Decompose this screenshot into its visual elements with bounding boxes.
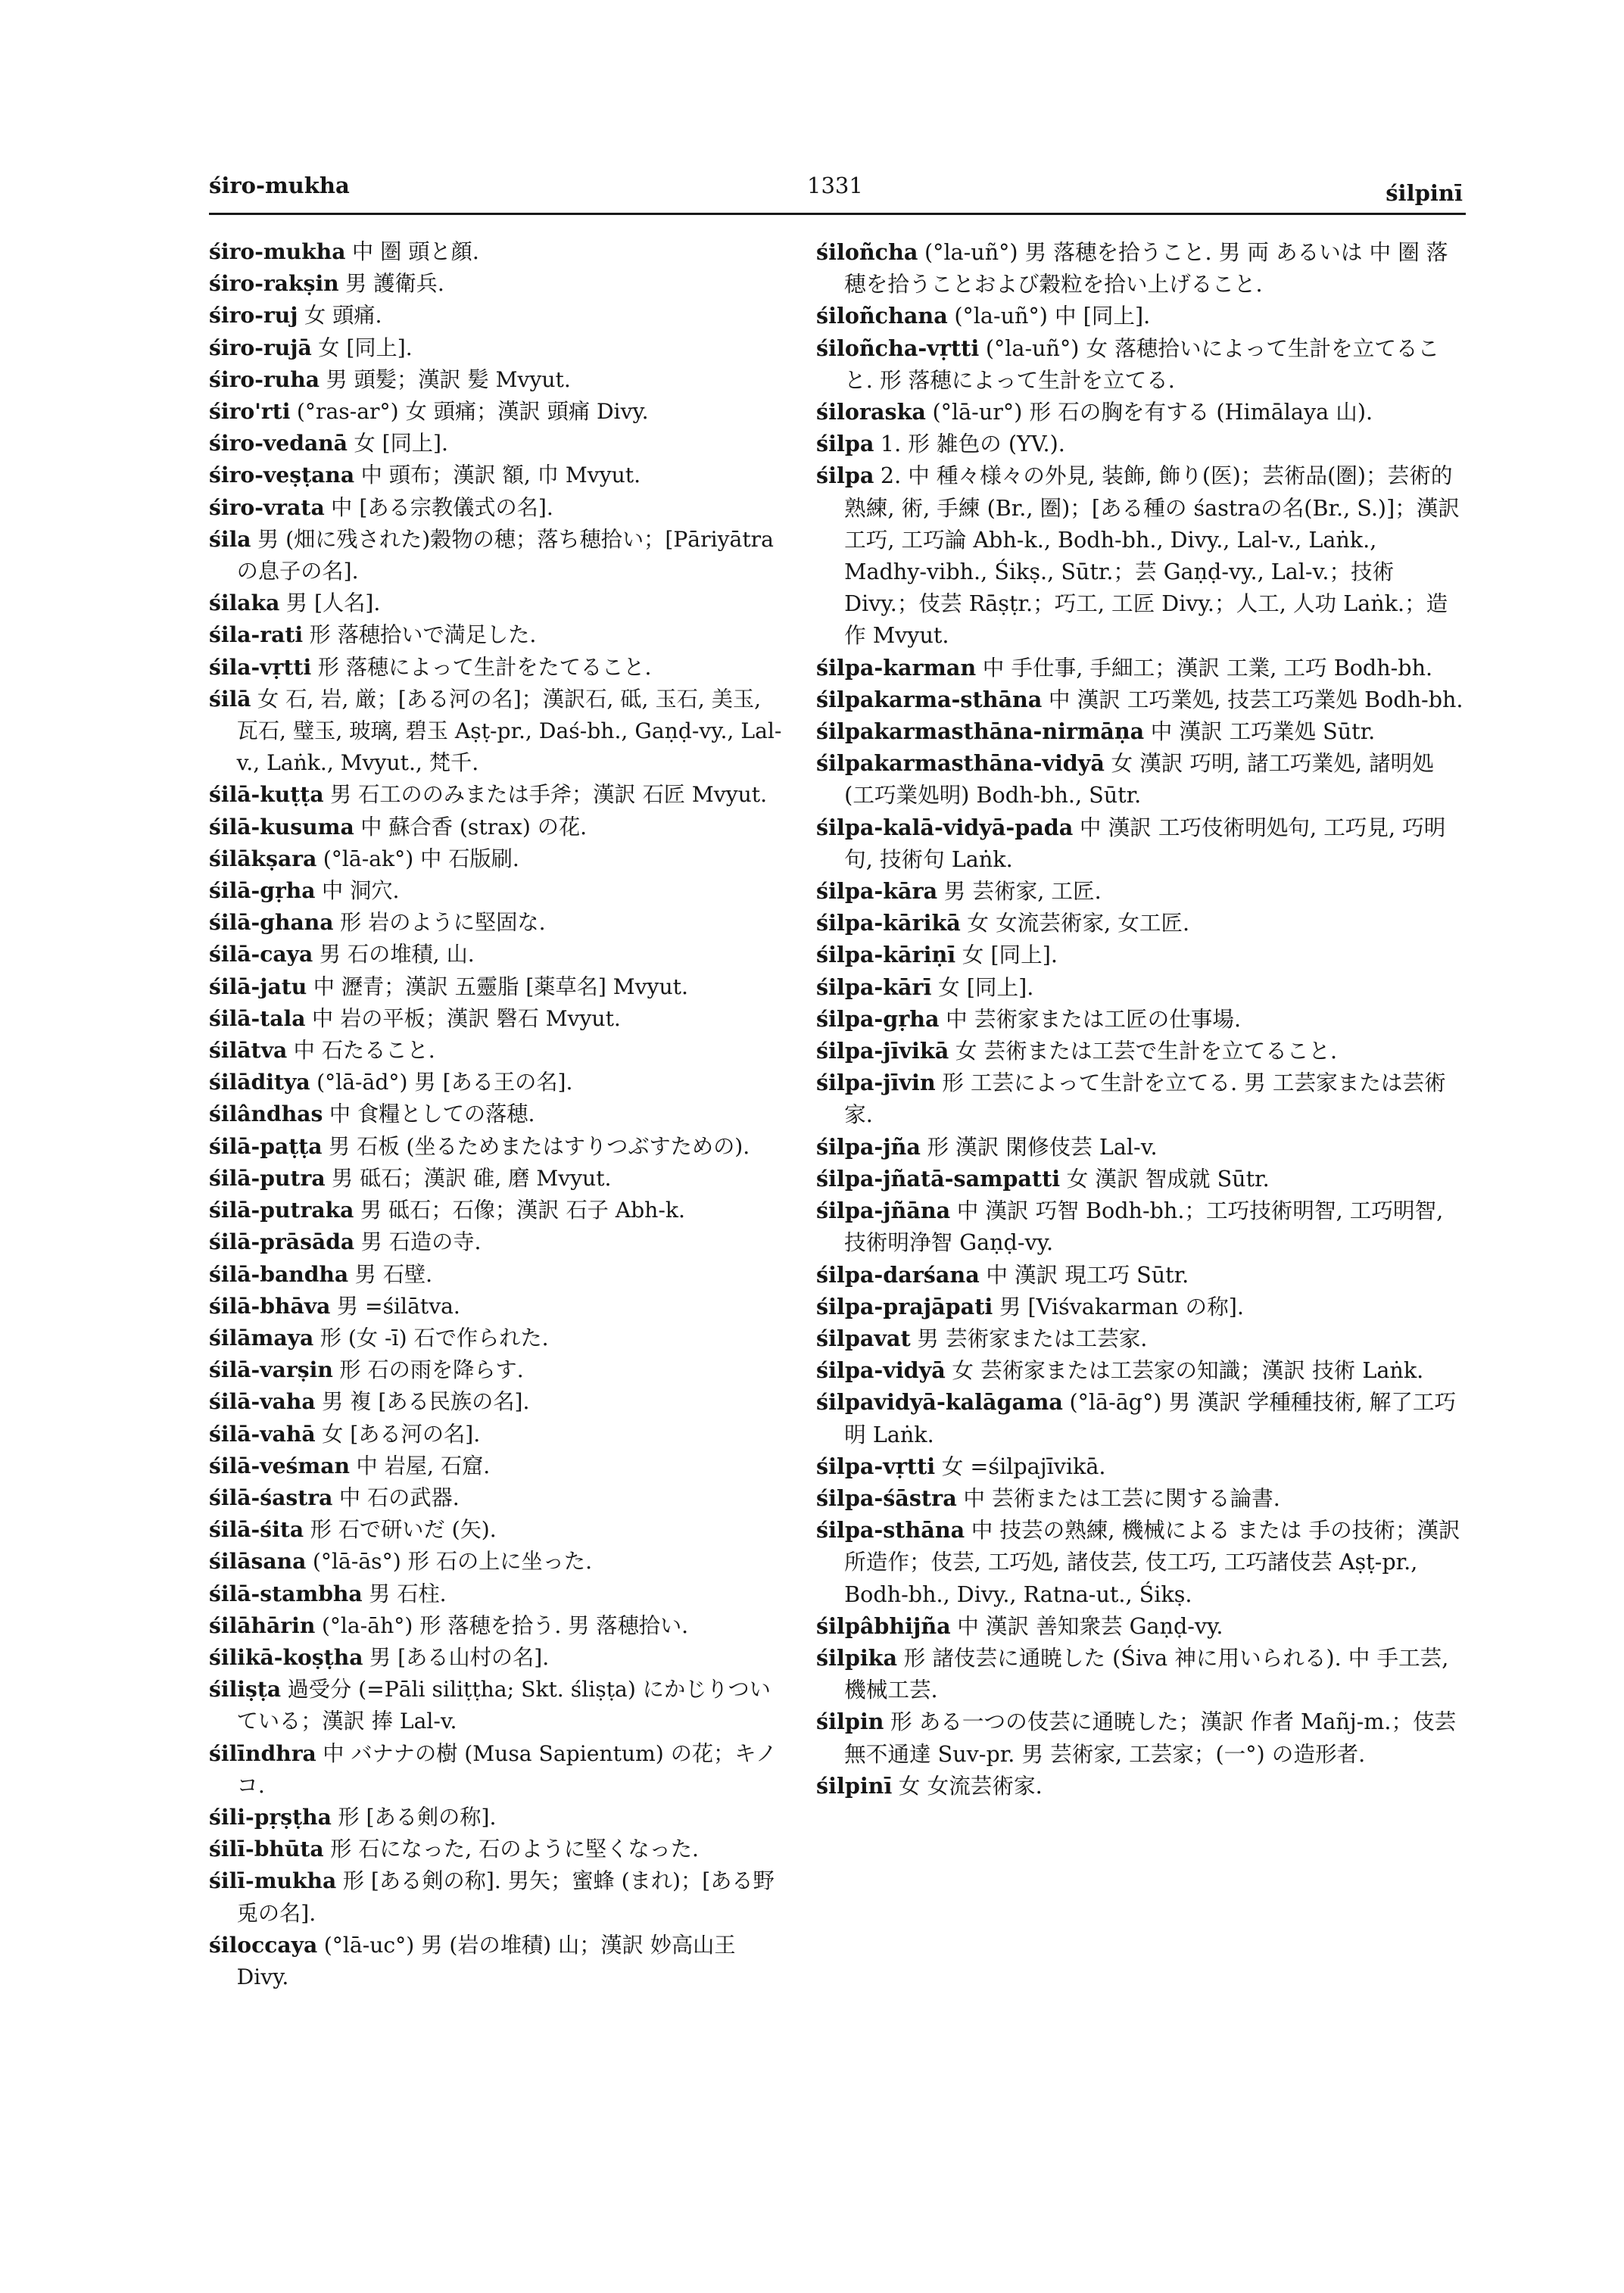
entry-definition: 男 石工ののみまたは手斧；漢訳 石匠 Mvyut.: [330, 782, 768, 808]
header-rule: [209, 213, 1466, 215]
dictionary-entry: [816, 1131, 1466, 1163]
dictionary-entry: [816, 875, 1466, 907]
dictionary-entry: [816, 1514, 1466, 1610]
entry-headword: śilpa: [816, 463, 874, 489]
entry-headword: śilpa-kārī: [816, 974, 932, 1000]
dictionary-entry: [209, 812, 788, 843]
entry-headword: śiloñcha: [816, 239, 918, 265]
entry-definition: 男 砥石；漢訳 碓, 磨 Mvyut.: [332, 1165, 612, 1191]
entry-headword: śilpa-jñatā-sampatti: [816, 1165, 1061, 1192]
entry-definition: (°lā-ād°) 男 [ある王の名].: [316, 1070, 573, 1095]
entry-headword: śilā-paṭṭa: [209, 1133, 323, 1159]
dictionary-entry: [816, 1706, 1466, 1769]
entry-definition: 中 漢訳 工巧業処, 技芸工巧業処 Bodh-bh.: [1048, 686, 1463, 712]
entry-definition: (°lā-ur°) 形 石の胸を有する (Himālaya 山).: [932, 399, 1373, 425]
entry-headword: śilpin: [816, 1709, 884, 1735]
entry-definition: 男 護衛兵.: [345, 271, 444, 297]
dictionary-entry: [816, 812, 1466, 875]
dictionary-entry: [209, 332, 788, 364]
entry-headword: śilāmaya: [209, 1325, 314, 1351]
entry-definition: 形 ある一つの伎芸に通暁した；漢訳 作者 Mañj-m.；伎芸無不通達 Suv-pr. 男 芸術家, 工芸家；(一°) の造形者.: [844, 1709, 1457, 1767]
entry-headword: śila-vṛtti: [209, 654, 312, 680]
entry-definition: 男 芸術家または工芸家.: [917, 1325, 1148, 1351]
dictionary-entry: [209, 300, 788, 332]
dictionary-entry: [209, 396, 788, 428]
entry-definition: 形 諸伎芸に通暁した (Śiva 神に用いられる). 中 手工芸, 機械工芸.: [844, 1644, 1449, 1703]
entry-definition: 中 漢訳 善知衆芸 Gaṇḍ-vy.: [957, 1612, 1223, 1639]
dictionary-entry: [816, 1195, 1466, 1258]
entry-headword: śilā-veśman: [209, 1453, 351, 1478]
dictionary-entry: [816, 715, 1466, 747]
entry-headword: śilā-jatu: [209, 974, 307, 999]
entry-definition: 中 頭布；漢訳 額, 巾 Mvyut.: [360, 463, 641, 488]
entry-definition: 男 石造の寺.: [360, 1229, 482, 1255]
entry-definition: 女 [同上].: [938, 974, 1034, 1000]
entry-definition: 形 落穂によって生計をたてること.: [317, 654, 652, 680]
entry-definition: 女 石, 岩, 厳；[ある河の名]；漢訳石, 砥, 玉石, 美玉, 瓦石, 璧玉, 玻璃, 碧玉 Aṣṭ-pr., Daś-bh., Gaṇḍ-vy., Lal-v., Laṅk., Mvyut., 梵千.: [236, 686, 782, 776]
dictionary-entry: [209, 1163, 788, 1195]
entry-headword: śilpa: [816, 431, 874, 457]
entry-definition: 中 漢訳 工巧伎術明処句, 工巧見, 巧明句, 技術句 Laṅk.: [844, 814, 1446, 872]
dictionary-entry: [209, 619, 788, 651]
dictionary-entry: [209, 779, 788, 811]
entry-definition: 中 瀝青；漢訳 五靈脂 [薬草名] Mvyut.: [313, 974, 688, 999]
entry-definition: 形 [ある剣の称].: [338, 1804, 497, 1830]
entry-definition: (°la-āh°) 形 落穂を拾う. 男 落穂拾い.: [321, 1612, 689, 1638]
dictionary-entry: [816, 1450, 1466, 1482]
entry-headword: śilpa-gṛha: [816, 1005, 940, 1032]
entry-headword: śilpika: [816, 1644, 898, 1671]
entry-definition: 過受分 (=Pāli siliṭṭha; Skt. śliṣṭa) にかじりついている；漢訳 捧 Lal-v.: [236, 1677, 771, 1734]
dictionary-entry: [209, 268, 788, 300]
entry-headword: śilā-kuṭṭa: [209, 782, 324, 808]
entry-definition: (°lā-ak°) 中 石版刷.: [323, 846, 519, 871]
entry-headword: śilā-śita: [209, 1517, 304, 1543]
dictionary-entry: [816, 652, 1466, 684]
entry-definition: 中 芸術または工芸に関する論書.: [963, 1485, 1280, 1511]
dictionary-entry: [209, 907, 788, 939]
dictionary-entry: [209, 1802, 788, 1833]
dictionary-entry: [209, 1930, 788, 1993]
entry-definition: 中 石たること.: [293, 1038, 435, 1064]
entry-definition: (°ras-ar°) 女 頭痛；漢訳 頭痛 Divy.: [296, 399, 649, 425]
dictionary-entry: [209, 1195, 788, 1226]
entry-headword: śilpakarmasthāna-vidyā: [816, 750, 1105, 777]
entry-headword: śilā-gṛha: [209, 878, 316, 904]
dictionary-entry: [209, 492, 788, 524]
entry-headword: śilpa-jīvin: [816, 1070, 936, 1096]
entry-definition: 女 =śilpajīvikā.: [941, 1453, 1106, 1479]
dictionary-entry: [816, 1163, 1466, 1195]
entry-definition: (°la-uñ°) 中 [同上].: [954, 303, 1151, 329]
entry-headword: śilpa-sthāna: [816, 1517, 965, 1544]
entry-headword: śiloccaya: [209, 1932, 318, 1958]
entry-headword: śilpa-karman: [816, 654, 977, 681]
dictionary-entry: [816, 1291, 1466, 1323]
dictionary-entry: [209, 1323, 788, 1354]
dictionary-entry: [816, 1770, 1466, 1802]
dictionary-entry: [209, 1354, 788, 1386]
dictionary-entry: [209, 1226, 788, 1258]
dictionary-entry: [209, 1386, 788, 1418]
dictionary-entry: [209, 843, 788, 875]
entry-headword: śilī-mukha: [209, 1868, 337, 1894]
dictionary-entry: [816, 1035, 1466, 1067]
entry-definition: 女 芸術家または工芸家の知識；漢訳 技術 Laṅk.: [952, 1357, 1424, 1384]
dictionary-entry: [209, 1546, 788, 1578]
header-first-entry: śiro-mukha: [209, 173, 350, 198]
entry-headword: śilpa-vṛtti: [816, 1453, 936, 1479]
entry-definition: 形 岩のように堅固な.: [339, 910, 546, 936]
dictionary-entry: [209, 1738, 788, 1802]
dictionary-entry: [816, 1354, 1466, 1386]
dictionary-entry: [816, 1323, 1466, 1354]
entry-definition: 中 漢訳 巧智 Bodh-bh.；工巧技術明智, 工巧明智, 技術明浄智 Gaṇḍ-vy.: [844, 1198, 1444, 1256]
entry-headword: śilpa-jña: [816, 1133, 921, 1160]
entry-definition: 中 手仕事, 手細工；漢訳 工業, 工巧 Bodh-bh.: [982, 654, 1433, 681]
entry-definition: 女 [同上].: [962, 942, 1058, 968]
entry-definition: 中 岩の平板；漢訳 䃜石 Mvyut.: [311, 1005, 621, 1031]
dictionary-entry: [816, 332, 1466, 396]
entry-definition: 形 石になった, 石のように堅くなった.: [330, 1837, 699, 1862]
dictionary-entry: [816, 396, 1466, 428]
dictionary-entry: [209, 939, 788, 970]
entry-headword: śiro-vrata: [209, 494, 325, 520]
entry-headword: śiro-ruj: [209, 303, 298, 329]
entry-headword: śilā-bandha: [209, 1261, 349, 1287]
dictionary-entry: [209, 1482, 788, 1514]
entry-headword: śilpinī: [816, 1772, 893, 1799]
entry-definition: 男 =śilātva.: [336, 1293, 460, 1319]
entry-definition: 女 女流芸術家.: [898, 1772, 1043, 1799]
dictionary-entry: [209, 587, 788, 619]
dictionary-entry: [209, 236, 788, 268]
dictionary-entry: [816, 1642, 1466, 1706]
entry-headword: śilā-varṣin: [209, 1357, 333, 1383]
dictionary-entry: [209, 1419, 788, 1450]
entry-headword: śilā-putra: [209, 1165, 326, 1191]
dictionary-entry: [209, 1003, 788, 1035]
entry-headword: śilpa-jñāna: [816, 1198, 951, 1224]
entry-headword: śilāditya: [209, 1070, 310, 1095]
dictionary-entry: [816, 1067, 1466, 1130]
dictionary-entry: [816, 1259, 1466, 1291]
dictionary-entry: [209, 1035, 788, 1067]
entry-definition: 形 石で研いだ (矢).: [310, 1517, 497, 1543]
dictionary-entry: [816, 907, 1466, 939]
entry-headword: śilpakarma-sthāna: [816, 686, 1043, 712]
dictionary-entry: [209, 1610, 788, 1642]
entry-headword: śilpâbhijña: [816, 1612, 951, 1639]
entry-headword: śilākṣara: [209, 846, 317, 871]
dictionary-entry: [209, 1514, 788, 1546]
dictionary-entry: [209, 1067, 788, 1098]
entry-headword: śilāhārin: [209, 1612, 316, 1638]
entry-headword: śilā-tala: [209, 1005, 306, 1031]
entry-headword: śilā-prāsāda: [209, 1229, 355, 1255]
entry-headword: śilpa-kārikā: [816, 910, 961, 936]
entry-definition: 中 蘇合香 (strax) の花.: [360, 814, 588, 840]
entry-headword: śilīndhra: [209, 1740, 316, 1766]
entry-headword: śilpa-kalā-vidyā-pada: [816, 814, 1074, 840]
entry-headword: śiloñcha-vṛtti: [816, 335, 980, 361]
entry-definition: 男 [人名].: [285, 590, 381, 616]
entry-definition: 女 頭痛.: [304, 303, 382, 329]
entry-headword: śilaka: [209, 590, 280, 616]
entry-headword: śilā-vahā: [209, 1421, 316, 1447]
entry-headword: śilikā-koṣṭha: [209, 1644, 363, 1670]
entry-definition: 男 頭髪；漢訳 髪 Mvyut.: [326, 366, 571, 392]
entry-definition: 男 砥石；石像；漢訳 石子 Abh-k.: [360, 1198, 685, 1223]
entry-definition: 中 バナナの樹 (Musa Sapientum) の花；キノコ.: [236, 1740, 778, 1798]
entry-headword: śilpa-jīvikā: [816, 1038, 949, 1064]
entry-headword: śilā-kusuma: [209, 814, 354, 840]
entry-definition: 形 (女 -ī) 石で作られた.: [320, 1325, 549, 1351]
entry-headword: śilpa-vidyā: [816, 1357, 946, 1384]
entry-headword: śila-rati: [209, 622, 304, 648]
dictionary-entry: [209, 1450, 788, 1482]
dictionary-entry: [816, 460, 1466, 651]
entry-definition: 形 工芸によって生計を立てる. 男 工芸家または芸術家.: [844, 1070, 1446, 1128]
dictionary-entry: [209, 1674, 788, 1737]
dictionary-entry: [209, 1098, 788, 1130]
dictionary-entry: [816, 684, 1466, 715]
entry-definition: 形 [ある剣の称]. 男矢；蜜蜂 (まれ)；[ある野兎の名].: [236, 1868, 775, 1926]
dictionary-entry: [209, 1642, 788, 1674]
dictionary-entry: [816, 300, 1466, 332]
dictionary-entry: [816, 747, 1466, 811]
entry-definition: 女 [ある河の名].: [322, 1421, 481, 1447]
dictionary-entry: [816, 971, 1466, 1003]
dictionary-entry: [209, 1291, 788, 1323]
dictionary-entry: [209, 364, 788, 396]
entry-definition: 男 石板 (坐るためまたはすりつぶすための).: [328, 1133, 750, 1159]
entry-definition: 男 (畑に残された)穀物の穂；落ち穂拾い；[Pāriyātra の息子の名].: [236, 526, 774, 584]
entry-headword: śilpa-kāra: [816, 878, 938, 905]
dictionary-entry: [209, 1578, 788, 1610]
entry-headword: śiro-rakṣin: [209, 271, 339, 297]
entry-definition: 男 芸術家, 工匠.: [943, 878, 1102, 905]
entry-headword: śilpavat: [816, 1325, 911, 1351]
dictionary-entry: [209, 524, 788, 587]
entry-headword: śiro'rti: [209, 399, 291, 425]
entry-definition: 中 石の武器.: [338, 1485, 460, 1510]
dictionary-entry: [816, 939, 1466, 970]
entry-definition: 女 漢訳 智成就 Sūtr.: [1066, 1165, 1270, 1192]
dictionary-entry: [209, 1833, 788, 1865]
entry-definition: 形 落穂拾いで満足した.: [309, 622, 537, 648]
entry-definition: (°la-uñ°) 女 落穂拾いによって生計を立てること. 形 落穂によって生計を立てる.: [844, 335, 1440, 393]
dictionary-entry: [209, 652, 788, 684]
dictionary-entry: [209, 1131, 788, 1163]
entry-definition: 中 漢訳 現工巧 Sūtr.: [986, 1261, 1189, 1288]
dictionary-entry: [209, 684, 788, 780]
entry-definition: (°lā-ās°) 形 石の上に坐った.: [312, 1549, 593, 1575]
entry-headword: śiloraska: [816, 399, 926, 425]
entry-definition: 女 [同上].: [318, 335, 413, 360]
entry-definition: 女 [同上].: [354, 431, 448, 456]
entry-headword: śiro-mukha: [209, 239, 346, 264]
entry-headword: śiloñchana: [816, 303, 948, 329]
entry-headword: śilândhas: [209, 1101, 323, 1127]
dictionary-entry: [209, 1259, 788, 1291]
entry-headword: śilā: [209, 686, 251, 712]
entry-headword: śila: [209, 526, 251, 552]
entry-definition: 女 女流芸術家, 女工匠.: [967, 910, 1190, 936]
entry-headword: śili-pṛṣṭha: [209, 1804, 332, 1830]
entry-headword: śilā-śastra: [209, 1485, 333, 1510]
header-last-entry: śilpinī: [1386, 180, 1463, 206]
entry-definition: 中 芸術家または工匠の仕事場.: [946, 1005, 1242, 1032]
left-column: [209, 236, 788, 1993]
entry-definition: 中 [ある宗教儀式の名].: [331, 494, 553, 520]
entry-definition: 男 [Viśvakarman の称].: [999, 1293, 1244, 1319]
dictionary-entry: [816, 428, 1466, 460]
entry-definition: 男 石柱.: [369, 1581, 447, 1606]
entry-headword: śilā-stambha: [209, 1581, 363, 1606]
entry-definition: 男 [ある山村の名].: [369, 1644, 550, 1670]
entry-headword: śilātva: [209, 1038, 288, 1064]
entry-headword: śiro-vedanā: [209, 431, 348, 456]
entry-definition: 中 漢訳 工巧業処 Sūtr.: [1150, 718, 1376, 745]
entry-headword: śilpa-śāstra: [816, 1485, 957, 1511]
entry-headword: śilāsana: [209, 1549, 307, 1575]
entry-definition: (°la-uñ°) 男 落穂を拾うこと. 男 両 あるいは 中 圏 落穂を拾うことおよび穀粒を拾い上げること.: [844, 239, 1448, 298]
entry-definition: 2. 中 種々様々の外見, 装飾, 飾り(医)；芸術品(圏)；芸術的熟練, 術, 手練 (Br., 圏)；[ある種の śastraの名(Br., S.)]；漢訳工巧, 工巧論 Abh-k., Bodh-bh., Divy., Lal-v., Laṅk., Madhy-vibh., Śikṣ., Sūtr.；芸 Gaṇḍ-vy., Lal-v.；技術 Divy.；伎芸 Rāṣṭr.；巧工, 工匠 Divy.；人工, 人功 Laṅk.；造作 Mvyut.: [844, 463, 1460, 649]
dictionary-entry: [209, 428, 788, 460]
dictionary-entry: [209, 875, 788, 907]
dictionary-entry: [816, 1482, 1466, 1514]
entry-headword: śilā-vaha: [209, 1389, 316, 1415]
page-number: 1331: [807, 173, 863, 198]
dictionary-entry: [209, 1865, 788, 1929]
entry-definition: (°lā-uc°) 男 (岩の堆積) 山；漢訳 妙高山王 Divy.: [236, 1932, 736, 1989]
entry-definition: 男 複 [ある民族の名].: [322, 1389, 530, 1415]
entry-definition: 女 漢訳 巧明, 諸工巧業処, 諸明処 (工巧業処明) Bodh-bh., Sūtr.: [844, 750, 1434, 808]
dictionary-entry: [816, 1610, 1466, 1642]
entry-definition: 中 洞穴.: [322, 878, 400, 904]
entry-definition: 1. 形 雑色の (YV.).: [880, 431, 1065, 457]
right-column: [816, 236, 1466, 1802]
dictionary-entry: [209, 460, 788, 491]
dictionary-entry: [816, 1003, 1466, 1035]
entry-headword: śilpavidyā-kalāgama: [816, 1389, 1063, 1416]
entry-definition: 中 岩屋, 石窟.: [356, 1453, 491, 1478]
entry-headword: śiro-rujā: [209, 335, 312, 360]
entry-definition: 中 技芸の熟練, 機械による または 手の技術；漢訳 所造作；伎芸, 工巧処, 諸伎芸, 伎工巧, 工巧諸伎芸 Aṣṭ-pr., Bodh-bh., Divy., Ratna-ut., Śikṣ.: [844, 1517, 1460, 1607]
entry-definition: 男 石壁.: [354, 1261, 433, 1287]
entry-definition: 中 圏 頭と顔.: [352, 239, 479, 264]
dictionary-entry: [816, 1386, 1466, 1450]
entry-definition: 形 石の雨を降らす.: [339, 1357, 524, 1383]
entry-definition: 形 漢訳 閑修伎芸 Lal-v.: [927, 1133, 1158, 1160]
entry-headword: śilpa-darśana: [816, 1261, 980, 1288]
entry-headword: śilā-caya: [209, 942, 313, 967]
entry-definition: 中 食糧としての落穂.: [329, 1101, 535, 1127]
entry-headword: śilpakarmasthāna-nirmāṇa: [816, 718, 1145, 745]
entry-headword: śiliṣṭa: [209, 1677, 282, 1703]
dictionary-entry: [209, 971, 788, 1003]
entry-headword: śiro-ruha: [209, 366, 320, 392]
entry-headword: śilpa-kāriṇī: [816, 942, 956, 968]
entry-definition: 女 芸術または工芸で生計を立てること.: [955, 1038, 1338, 1064]
entry-headword: śilpa-prajāpati: [816, 1293, 993, 1319]
entry-headword: śilā-ghana: [209, 910, 334, 936]
page-header: [209, 173, 1463, 206]
dictionary-entry: [816, 236, 1466, 300]
entry-headword: śilā-putraka: [209, 1198, 354, 1223]
entry-headword: śilī-bhūta: [209, 1837, 324, 1862]
entry-headword: śiro-veṣṭana: [209, 463, 355, 488]
entry-headword: śilā-bhāva: [209, 1293, 331, 1319]
entry-definition: (°lā-āg°) 男 漢訳 学種種技術, 解了工巧明 Laṅk.: [844, 1389, 1457, 1447]
entry-definition: 男 石の堆積, 山.: [319, 942, 475, 967]
